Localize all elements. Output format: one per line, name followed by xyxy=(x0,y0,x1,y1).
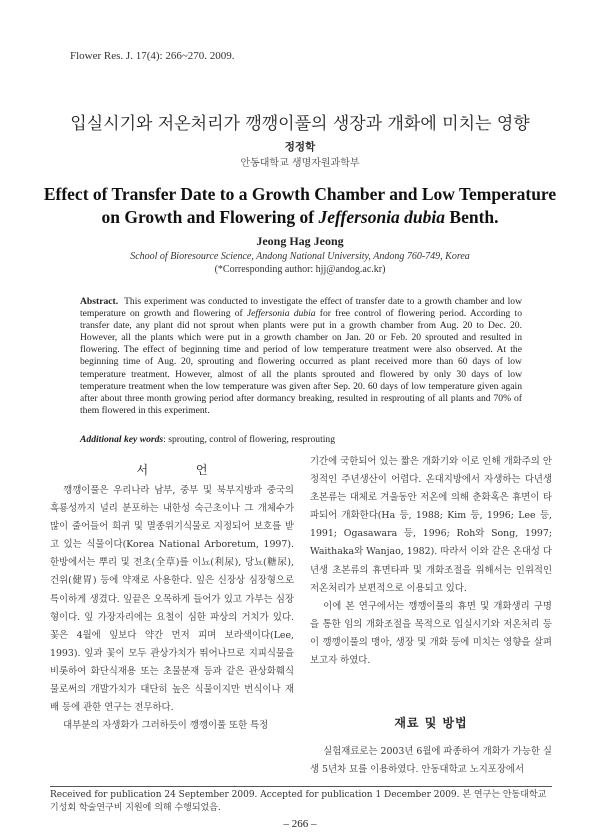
korean-title: 입실시기와 저온처리가 깽깽이풀의 생장과 개화에 미치는 영향 xyxy=(70,114,530,134)
right-column xyxy=(310,453,552,670)
korean-affiliation: 안동대학교 생명자원과학부 xyxy=(240,158,360,169)
intro-paragraph-1: 깽깽이풀은 우리나라 남부, 중부 및 북부지방과 중국의 흑룡성까지 널리 분포하는 내한성 숙근초이나 그 개체수가 많이 줄어들어 희귀 및 멸종위기식물로 지정되어 보호를 받고 있는 식물이다(Korea National Arboretum, 1997). 한방에서는 뿌리 및 전초(全草)를 이뇨(利尿), 당뇨(糖尿), 건위(健胃) 등에 약재로 사용한다. 잎은 신장상 심장형으로 특이하게 생겼다. 잎끝은 오목하게 들어가 있고 가부는 심장형이다. 잎 가장자리에는 요철이 심한 파상의 거치가 있다. 꽃은 4월에 잎보다 약간 먼저 피며 보라색이다(Lee, 1993). 잎과 꽃이 모두 관상가치가 뛰어나므로 지피식물을 비롯하여 화단식재용 또는 초물분재 등과 같은 관상화훼식물로써의 개발가치가 대단히 높은 식물이지만 번식이나 재배 등에 관한 연구는 전무하다. xyxy=(50,485,294,714)
keywords xyxy=(80,434,522,445)
methods-column xyxy=(310,743,552,779)
abstract-label: Abstract. xyxy=(80,296,119,307)
english-title-prefix: Effect of Transfer Date to a Growth Chamber and Low Temperature on Growth and Flowering of xyxy=(43,184,557,227)
page-number: – 266 – xyxy=(283,818,317,830)
english-affiliation: School of Bioresource Science, Andong National University, Andong 760-749, Korea xyxy=(130,251,470,262)
keywords-label: Additional key words xyxy=(80,434,164,445)
abstract-species: Jeffersonia dubia xyxy=(246,308,316,320)
journal-citation: Flower Res. J. 17(4): 266~270. 2009. xyxy=(70,50,235,62)
intro-paragraph-4: 이에 본 연구에서는 깽깽이풀의 휴면 및 개화생리 구명을 통한 임의 개화조절을 목적으로 입실시기와 저온처리 등이 깽깽이풀의 맹아, 생장 및 개화 등에 미치는 영향을 살펴보고자 하였다. xyxy=(310,600,552,667)
english-title xyxy=(40,183,560,229)
english-title-species: Jeffersonia dubia xyxy=(318,207,446,227)
footnote-divider xyxy=(50,786,552,787)
abstract xyxy=(80,296,522,417)
intro-paragraph-2: 대부분의 자생화가 그러하듯이 깽깽이풀 또한 특정 xyxy=(63,720,269,732)
intro-paragraph-3: 기간에 국한되어 있는 짧은 개화기와 이로 인해 개화주의 안정적인 주년생산이 어렵다. 온대지방에서 자생하는 다년생 초본류는 대체로 겨울동안 저온에 의해 춘화혹은 휴면이 타파되어 개화한다(Ha 등, 1988; Kim 등, 1996; Lee 등, 1991; Ogasawara 등, 1996; Roh와 Song, 1997; Waithaka와 Wanjao, 1982). 따라서 이와 같은 온대성 다년생 초본류의 휴면타파 및 개화조절을 위해서는 인위적인 저온처리가 보편적으로 이용되고 있다. xyxy=(310,456,552,594)
methods-heading: 재료 및 방법 xyxy=(394,716,468,730)
methods-paragraph-1: 실험재료로는 2003년 6월에 파종하여 개화가 가능한 실생 5년차 묘를 이용하였다. 안동대학교 노지포장에서 xyxy=(310,746,552,776)
english-title-suffix: Benth. xyxy=(445,207,499,227)
footnote: Received for publication 24 September 2009. Accepted for publication 1 December 2009. 본 연구는 안동대학교 기성회 학술연구비 지원에 의해 수행되었음. xyxy=(50,790,547,813)
english-author: Jeong Hag Jeong xyxy=(256,234,344,248)
abstract-text-1: This experiment was conducted to investigate the effect of transfer date to a growth chamber and low temperature on growth and flowering of xyxy=(80,296,523,320)
abstract-text-2: for free control of flowering period. According to transfer date, any plant did not sprout when plants were put in a growth chamber from Aug. 20 to Dec. 20. However, all the plants which were put in a growth chamber on Jan. 20 or Feb. 20 sprouted and resulted in flowering. The effect of beginning time and period of low temperature treatment were also observed. At the beginning time of Aug. 20, sprouting and flowering occurred as plant received more than 60 days of low temperature treatment. However, almost of all the plants sprouted and flowered by only 30 days of low temperature treatment when the low temperature was given after Sep. 20. 60 days of low temperature given again after about three month growing period after dormancy breaking, resulted in resprouting of all plants and 70% of them flowered in this experiment. xyxy=(80,308,523,416)
keywords-text: : sprouting, control of flowering, resprouting xyxy=(163,434,336,445)
korean-author: 정정학 xyxy=(284,141,316,153)
intro-heading: 서 언 xyxy=(136,463,230,477)
corresponding-author: (*Corresponding author: hjj@andog.ac.kr) xyxy=(214,264,386,275)
left-column xyxy=(50,482,294,735)
